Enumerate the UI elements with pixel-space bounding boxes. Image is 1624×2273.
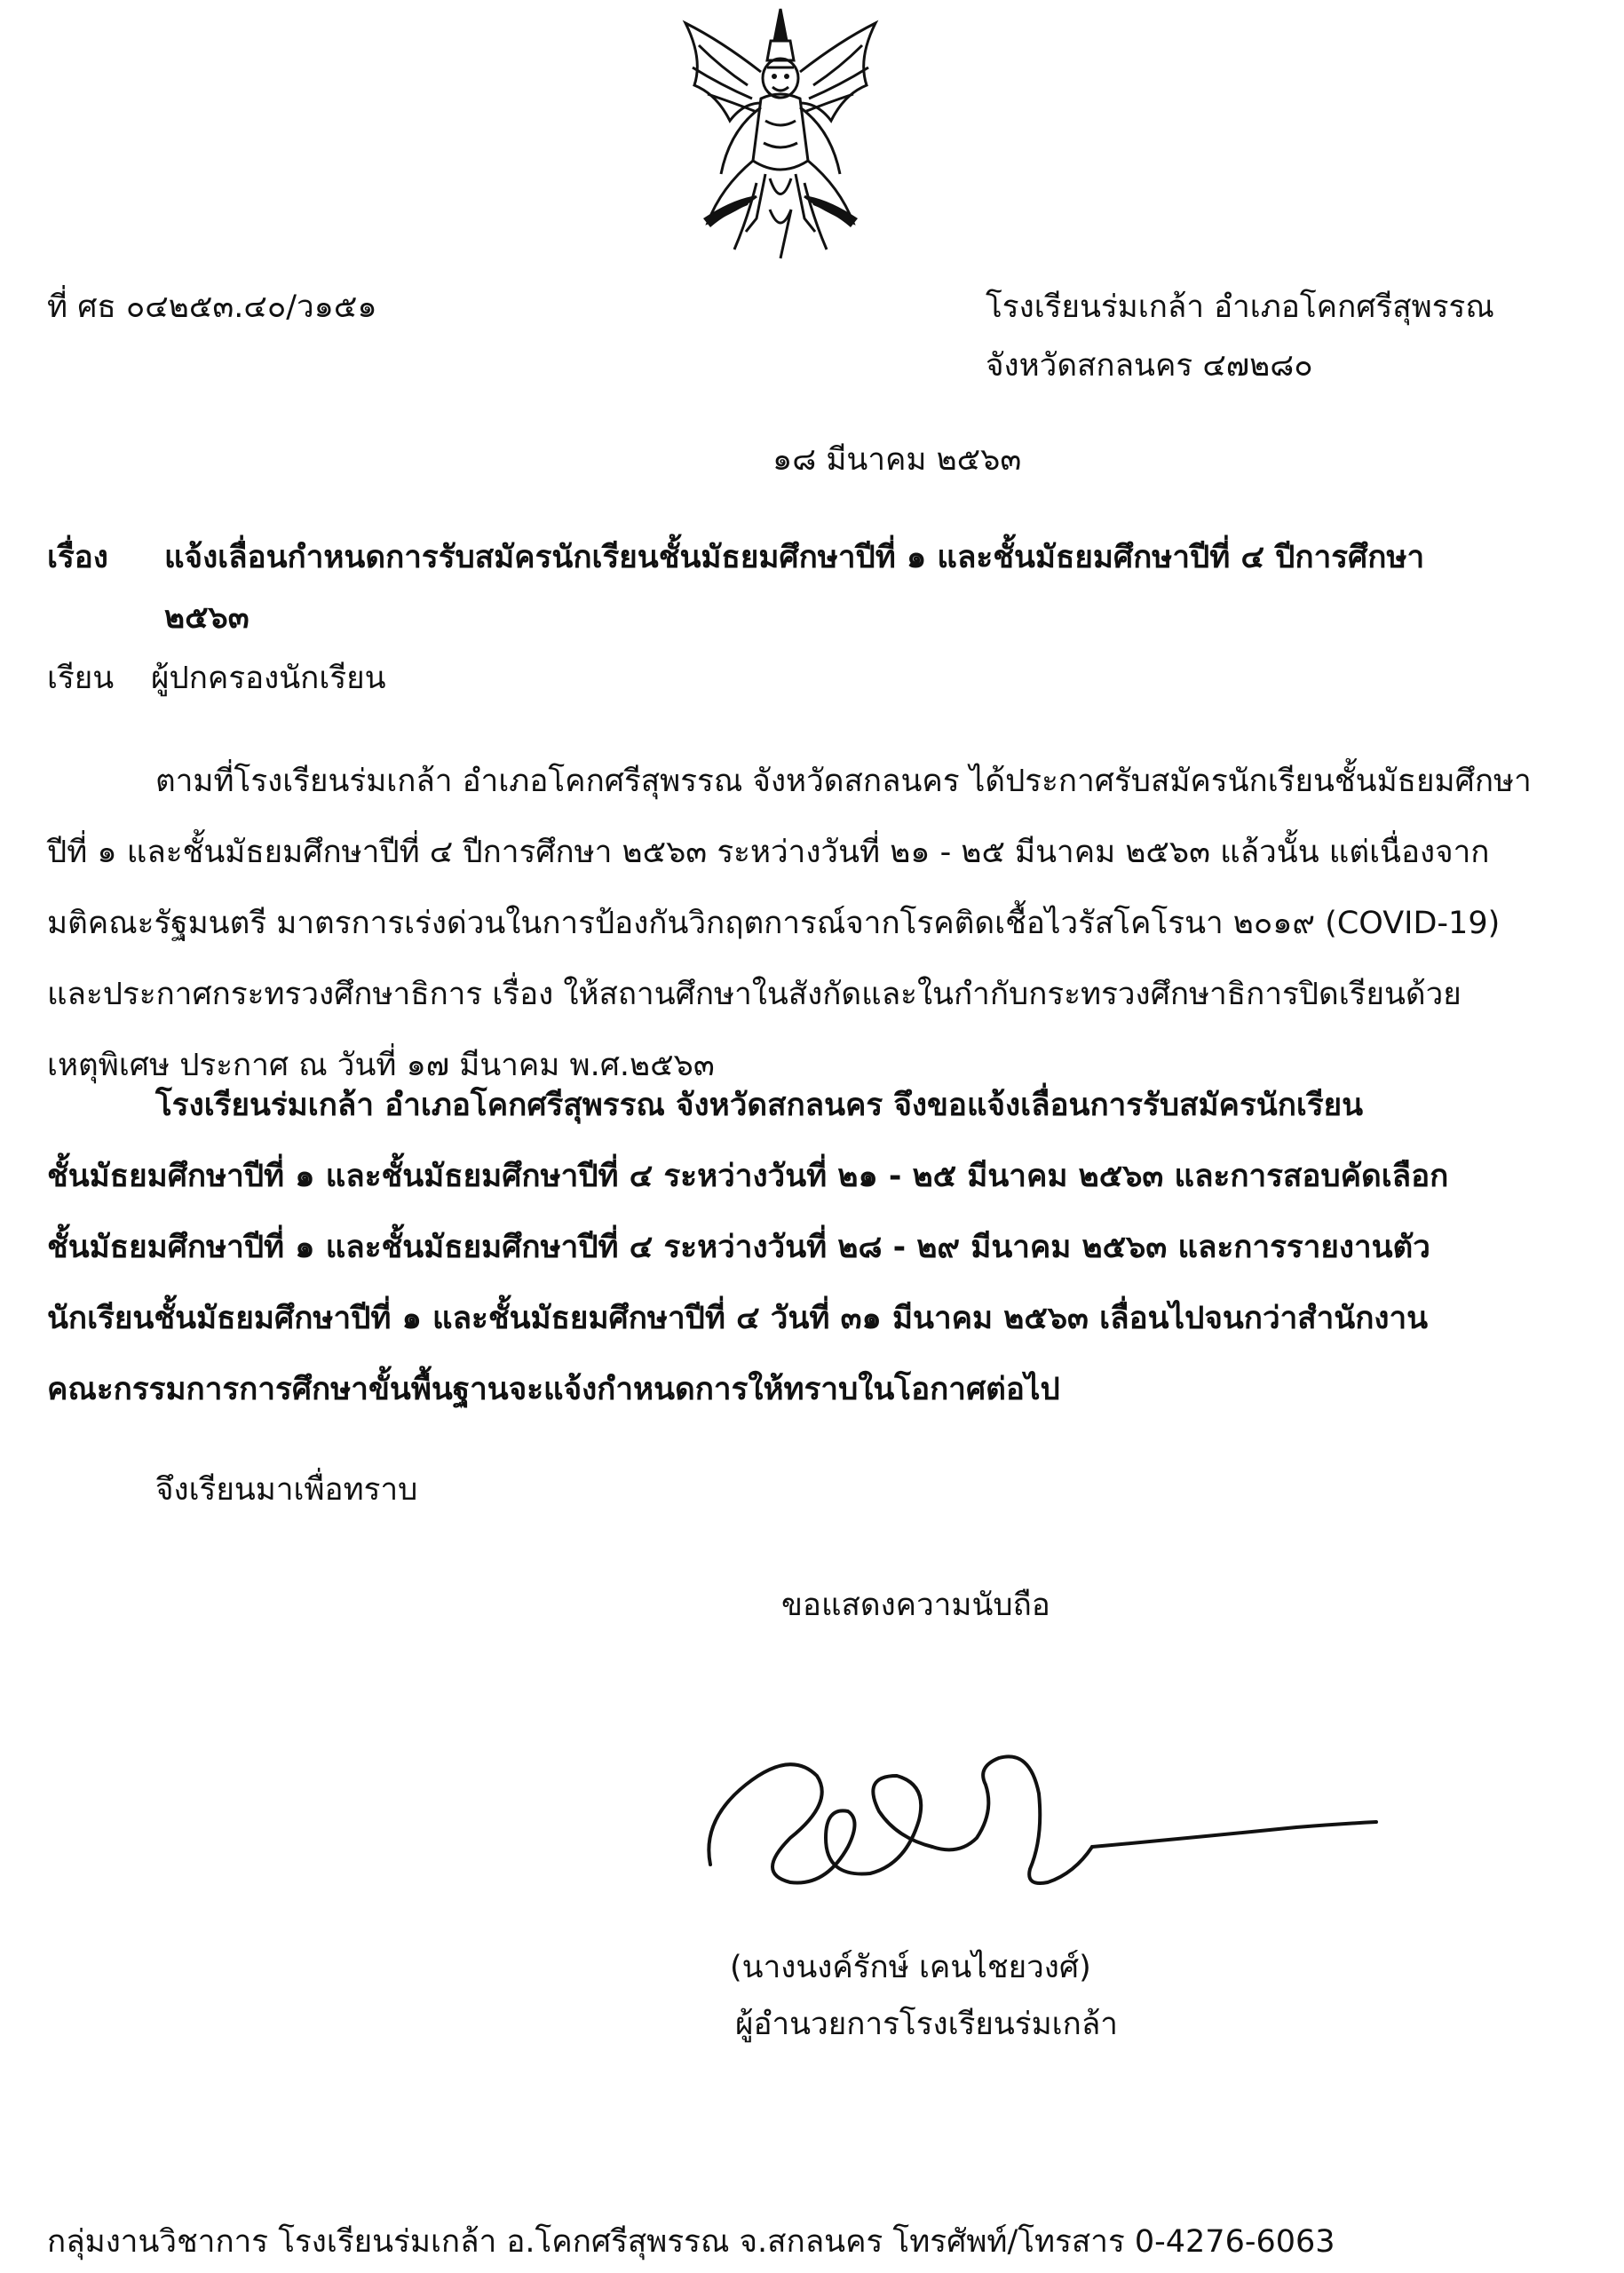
subject-line1: แจ้งเลื่อนกำหนดการรับสมัครนักเรียนชั้นมัธยมศึกษาปีที่ ๑ และชั้นมัธยมศึกษาปีที่ ๔ ปีการศึกษา xyxy=(164,540,1425,575)
garuda-emblem xyxy=(668,5,894,263)
reference-number: ที่ ศธ ๐๔๒๕๓.๔๐/ว๑๕๑ xyxy=(47,289,377,325)
paragraph-line: ชั้นมัธยมศึกษาปีที่ ๑ และชั้นมัธยมศึกษาปีที่ ๔ ระหว่างวันที่ ๒๑ - ๒๕ มีนาคม ๒๕๖๓ และการสอบคัดเลือก xyxy=(47,1159,1449,1194)
salutation: ขอแสดงความนับถือ xyxy=(781,1588,1050,1623)
closing-line: จึงเรียนมาเพื่อทราบ xyxy=(155,1472,418,1508)
body-paragraph-1 xyxy=(47,746,1583,1101)
subject-line2: ๒๕๖๓ xyxy=(164,600,250,636)
recipient-label: เรียน xyxy=(47,661,115,696)
paragraph-line: ชั้นมัธยมศึกษาปีที่ ๑ และชั้นมัธยมศึกษาปีที่ ๔ ระหว่างวันที่ ๒๘ - ๒๙ มีนาคม ๒๕๖๓ และการรายงานตัว xyxy=(47,1230,1430,1265)
recipient-value: ผู้ปกครองนักเรียน xyxy=(151,661,386,696)
signer-name: (นางนงค์รักษ์ เคนไชยวงศ์) xyxy=(730,1950,1091,1985)
handwritten-signature xyxy=(693,1714,1403,1918)
body-paragraph-2 xyxy=(47,1070,1583,1425)
paragraph-line: คณะกรรมการการศึกษาขั้นพื้นฐานจะแจ้งกำหนดการให้ทราบในโอกาศต่อไป xyxy=(47,1372,1060,1407)
paragraph-line: ปีที่ ๑ และชั้นมัธยมศึกษาปีที่ ๔ ปีการศึกษา ๒๕๖๓ ระหว่างวันที่ ๒๑ - ๒๕ มีนาคม ๒๕๖๓ แล้วนั้น แต่เนื่องจาก xyxy=(47,835,1490,870)
paragraph-line: ตามที่โรงเรียนร่มเกล้า อำเภอโคกศรีสุพรรณ จังหวัดสกลนคร ได้ประกาศรับสมัครนักเรียนชั้นมัธยมศึกษา xyxy=(155,764,1532,799)
school-address-line2: จังหวัดสกลนคร ๔๗๒๘๐ xyxy=(986,348,1313,384)
subject-label: เรื่อง xyxy=(47,540,108,575)
letter-date: ๑๘ มีนาคม ๒๕๖๓ xyxy=(772,442,1022,478)
signer-title: ผู้อำนวยการโรงเรียนร่มเกล้า xyxy=(735,2007,1118,2042)
footer-contact: กลุ่มงานวิชาการ โรงเรียนร่มเกล้า อ.โคกศรีสุพรรณ จ.สกลนคร โทรศัพท์/โทรสาร 0-4276-6063 xyxy=(47,2224,1335,2260)
paragraph-line: นักเรียนชั้นมัธยมศึกษาปีที่ ๑ และชั้นมัธยมศึกษาปีที่ ๔ วันที่ ๓๑ มีนาคม ๒๕๖๓ เลื่อนไปจนกว่าสำนักงาน xyxy=(47,1301,1429,1336)
school-address-line1: โรงเรียนร่มเกล้า อำเภอโคกศรีสุพรรณ xyxy=(986,289,1494,325)
paragraph-line: และประกาศกระทรวงศึกษาธิการ เรื่อง ให้สถานศึกษาในสังกัดและในกำกับกระทรวงศึกษาธิการปิดเรียนด้วย xyxy=(47,977,1462,1012)
paragraph-line: เหตุพิเศษ ประกาศ ณ วันที่ ๑๗ มีนาคม พ.ศ.๒๕๖๓ xyxy=(47,1048,715,1083)
paragraph-line: มติคณะรัฐมนตรี มาตรการเร่งด่วนในการป้องกันวิกฤตการณ์จากโรคติดเชื้อไวรัสโคโรนา ๒๐๑๙ (COVID-19) xyxy=(47,906,1501,941)
paragraph-line: โรงเรียนร่มเกล้า อำเภอโคกศรีสุพรรณ จังหวัดสกลนคร จึงขอแจ้งเลื่อนการรับสมัครนักเรียน xyxy=(155,1088,1364,1123)
